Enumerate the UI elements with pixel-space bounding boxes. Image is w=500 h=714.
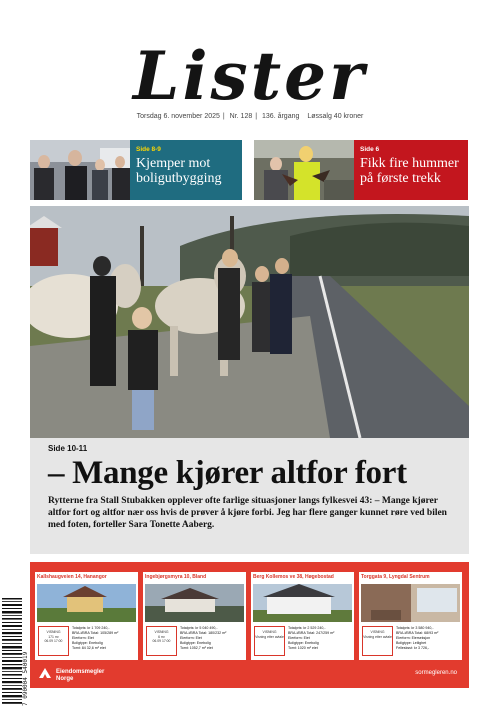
newspaper-logo: Lister: [133, 37, 367, 115]
listing-badge: VISNING 6 m² 06.09 17:00: [146, 626, 177, 656]
story-headline: – Mange kjører altfor fort: [48, 455, 407, 491]
teaser-photo-people: [30, 140, 130, 200]
listing-details: Totalpris: kr 3 580 940,- BRA-i/BRA Total: 68/93 m² Eierform: Eierseksjon Boligtype: Leilighet Fellesksst: kr 3 726,-: [396, 626, 439, 650]
listing-title: Kallshaugveien 14, Hanangor: [37, 574, 107, 580]
teaser-headline: Kjemper mot boligutbygging: [136, 156, 222, 186]
dateline: Torsdag 6. november 2025 | Nr. 128 | 136. årgang Løssalg 40 kroner: [136, 113, 364, 120]
listing-badge: VISNING 171 m² 06.09 17:00: [38, 626, 69, 656]
story-lead: Rytterne fra Stall Stubakken opplever ofte farlige situasjoner langs fylkesvei 43: – Mange kjører altfor fort og altfor nær oss hvis de prøver å kjøre forbi. Jeg har flere ganger kunnet røre ved bilen med foten, forteller Sara Tonette Aaberg.: [48, 496, 447, 530]
ad-listing[interactable]: [143, 572, 246, 660]
issue-price: Løssalg 40 kroner: [307, 113, 364, 120]
issue-year: 136. årgang: [262, 113, 300, 120]
listing-badge: VISNING Visning etter avtale: [254, 626, 285, 656]
listing-photo-house: [253, 584, 352, 622]
teaser-text-box: [354, 140, 468, 200]
teaser-photo-lobster: [254, 140, 354, 200]
teaser-kicker: Side 6: [360, 146, 380, 153]
listing-details: Totalpris: kr 2 529 240,- BRA-i/BRA Total: 247/259 m² Eierform: Eiet Boligtype: Enebolig Tomt: 1020 m² eiet: [288, 626, 335, 650]
ad-brand: [38, 666, 116, 685]
barcode-number: 7 090004 540019: [22, 651, 29, 706]
real-estate-ad[interactable]: [30, 562, 469, 688]
listing-badge: VISNING Visning etter avtale: [362, 626, 393, 656]
teaser-text-box: [130, 140, 242, 200]
main-story[interactable]: [30, 438, 469, 554]
brand-name: Eiendomsmegler Norge: [56, 668, 105, 682]
ad-listing[interactable]: [35, 572, 138, 660]
listing-photo-apartment: [361, 584, 460, 622]
listing-details: Totalpris: kr 1 709 240,- BRA-i/BRA Total: 105/289 m² Eierform: Eiet Boligtype: Enebolig Tomt: 84 32,6 m² eiet: [72, 626, 119, 650]
issue-number: Nr. 128: [229, 113, 253, 120]
masthead: [0, 37, 500, 115]
ad-url-link[interactable]: sormegleren.no: [415, 670, 457, 676]
teaser-kicker: Side 8-9: [136, 146, 161, 153]
listing-photo-house: [37, 584, 136, 622]
issue-date: Torsdag 6. november 2025: [136, 113, 220, 120]
listing-title: Torggata 9, Lyngdal Sentrum: [361, 574, 430, 580]
teaser-boligutbygging[interactable]: [30, 140, 242, 200]
brand-logo-icon: [38, 666, 52, 685]
ad-listing[interactable]: [359, 572, 462, 660]
teaser-headline: Fikk fire hummer på første trekk: [360, 156, 459, 186]
listing-details: Totalpris: kr 5 040 490,- BRA-i/BRA Total: 180/232 m² Eierform: Eiet Boligtype: Enebolig Tomt: 1052,7 m² eiet: [180, 626, 227, 650]
main-photo-riders-horses: [30, 206, 469, 438]
listing-title: Ingebjørgsmyra 10, Bland: [145, 574, 207, 580]
listing-photo-house: [145, 584, 244, 622]
ad-listing[interactable]: [251, 572, 354, 660]
teaser-hummer[interactable]: [254, 140, 468, 200]
listing-title: Berg Kollemos ve 38, Høgebostad: [253, 574, 334, 580]
story-kicker: Side 10-11: [48, 444, 88, 453]
